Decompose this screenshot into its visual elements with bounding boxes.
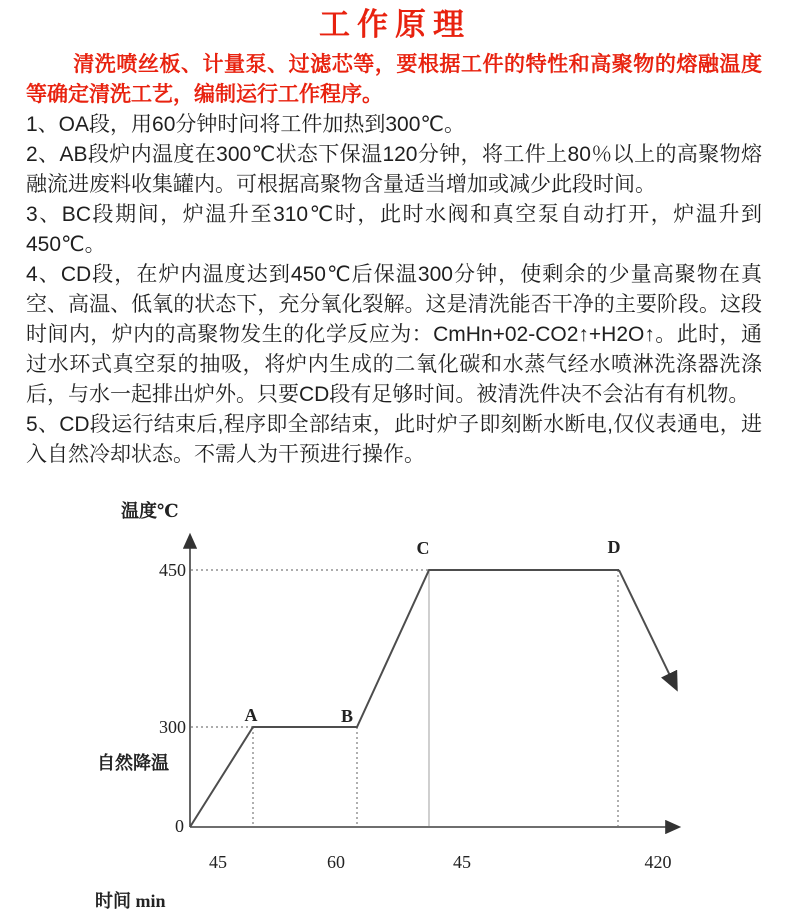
- cooling-arrow: [619, 570, 676, 688]
- y-tick-300: 300: [159, 717, 186, 737]
- step-paragraph-3: 3、BC段期间，炉温升至310℃时，此时水阀和真空泵自动打开，炉温升到450℃。: [26, 203, 762, 256]
- x-segment-label-1: 45: [209, 852, 227, 872]
- point-label-b: B: [340, 706, 354, 726]
- step-paragraph-5: 5、CD段运行结束后,程序即全部结束，此时炉子即刻断水断电,仅仪表通电，进入自然冷却状态。不需人为干预进行操作。: [26, 413, 762, 466]
- page-title: 工作原理: [319, 7, 471, 42]
- point-label-d: D: [607, 537, 621, 557]
- step-paragraph-2: 2、AB段炉内温度在300℃状态下保温120分钟，将工件上80％以上的高聚物熔融流进废料收集罐内。可根据高聚物含量适当增加或减少此段时间。: [26, 143, 762, 196]
- x-axis-title: 时间 min: [95, 891, 166, 911]
- point-label-a: A: [244, 705, 258, 725]
- y-tick-0: 0: [175, 816, 184, 836]
- temperature-time-chart: [0, 478, 790, 920]
- temperature-curve: [190, 570, 619, 827]
- x-segment-label-2: 60: [327, 852, 345, 872]
- x-segment-label-4: 420: [644, 852, 672, 872]
- y-tick-450: 450: [159, 560, 186, 580]
- y-axis-title: 温度℃: [121, 501, 179, 521]
- intro-paragraph: 清洗喷丝板、计量泵、过滤芯等，要根据工件的特性和高聚物的熔融温度等确定清洗工艺，编制运行工作程序。: [26, 53, 762, 106]
- step-paragraph-1: 1、OA段，用60分钟时问将工件加热到300℃。: [26, 113, 465, 136]
- point-label-c: C: [416, 538, 430, 558]
- step-paragraph-4: 4、CD段，在炉内温度达到450℃后保温300分钟，使剩余的少量高聚物在真空、高温、低氧的状态下，充分氧化裂解。这是清洗能否干净的主要阶段。这段时间内，炉内的高聚物发生的化学反应为：CmHn+02-CO2↑+H2O↑。此时，通过水环式真空泵的抽吸，将炉内生成的二氧化碳和水蒸气经水喷淋洗涤器洗涤后，与水一起排出炉外。只要CD段有足够时间。被清洗件决不会沾有有机物。: [26, 263, 762, 406]
- natural-cooling-annotation: 自然降温: [97, 753, 169, 773]
- x-segment-label-3: 45: [453, 852, 471, 872]
